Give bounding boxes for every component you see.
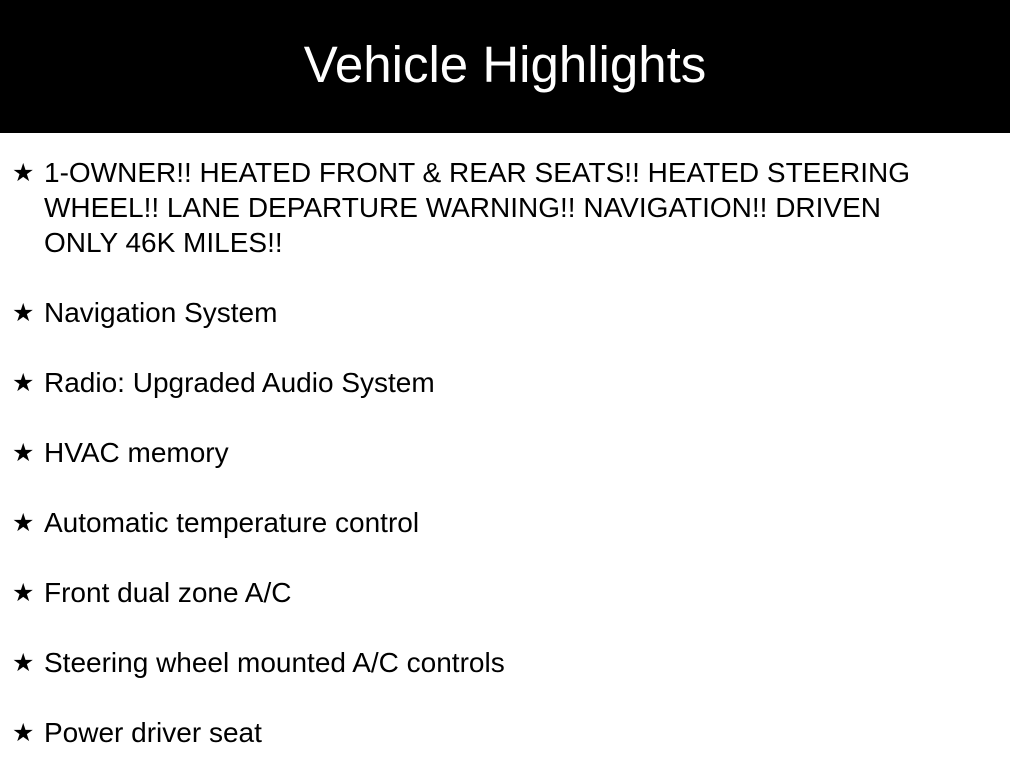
star-bullet-icon: ★ [12, 648, 35, 677]
highlight-list-item [12, 155, 1024, 260]
highlight-list-item [12, 505, 1024, 540]
highlight-text: Radio: Upgraded Audio System [44, 367, 435, 398]
highlight-list-item [12, 715, 1024, 750]
highlight-list-item [12, 435, 1024, 470]
star-bullet-icon: ★ [12, 438, 35, 467]
highlight-text: HVAC memory [44, 437, 229, 468]
star-bullet-icon: ★ [12, 718, 35, 747]
highlight-text: 1-OWNER!! HEATED FRONT & REAR SEATS!! HEATED STEERING WHEEL!! LANE DEPARTURE WARNING!! NAVIGATION!! DRIVEN ONLY 46K MILES!! [44, 157, 911, 258]
star-bullet-icon: ★ [12, 298, 35, 327]
highlight-list-item [12, 575, 1024, 610]
slide-title: Vehicle Highlights [303, 36, 707, 93]
highlight-text: Steering wheel mounted A/C controls [44, 647, 505, 678]
star-bullet-icon: ★ [12, 158, 35, 187]
highlight-list-item [12, 645, 1024, 680]
star-bullet-icon: ★ [12, 508, 35, 537]
slide-body [0, 133, 1024, 768]
slide-header-bar [0, 0, 1010, 133]
highlights-list [0, 133, 1024, 750]
highlight-list-item [12, 295, 1024, 330]
star-bullet-icon: ★ [12, 578, 35, 607]
star-bullet-icon: ★ [12, 368, 35, 397]
highlight-text: Automatic temperature control [44, 507, 420, 538]
highlight-text: Power driver seat [44, 717, 262, 748]
highlight-text: Front dual zone A/C [44, 577, 292, 608]
highlight-list-item [12, 365, 1024, 400]
highlight-text: Navigation System [44, 297, 278, 328]
